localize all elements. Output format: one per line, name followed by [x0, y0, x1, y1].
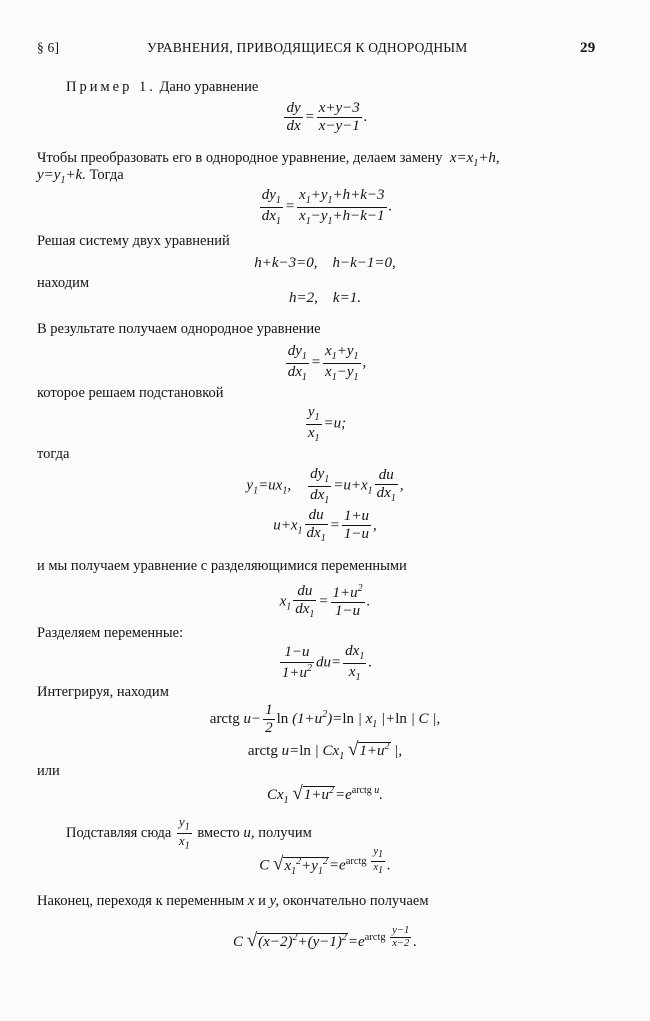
then-text: Тогда	[89, 167, 124, 183]
substituting-a: Подставляя сюда	[66, 824, 172, 841]
running-title: УРАВНЕНИЯ, ПРИВОДЯЩИЕСЯ К ОДНОРОДНЫМ	[147, 40, 468, 55]
equation-hk: h=2, k=1.	[289, 290, 361, 306]
finally-b: и	[258, 893, 266, 909]
substitution-lead: Чтобы преобразовать его в однородное уравнение, делаем замену	[37, 150, 443, 166]
equation-system: h+k−3=0, h−k−1=0,	[254, 255, 396, 271]
substitution-line-2	[37, 167, 124, 186]
equation-homogeneous: $\frac{dy_1}{dx_1}$ = $\frac{x_1+y_1}{x_1-y_1}$ ,	[287, 343, 367, 383]
equation-substituted: $\frac{dy_1}{dx_1}$ = $\frac{x_1+y_1+h+k-3}{x_1-y_1+h-k-1}$ .	[261, 187, 393, 227]
or-text: или	[37, 763, 60, 779]
substituting-c: получим	[258, 824, 312, 841]
example-intro: Дано уравнение	[159, 79, 259, 95]
integrating-text: Интегрируя, находим	[37, 684, 169, 700]
example-heading	[66, 79, 258, 96]
solving-system-text: Решая систему двух уравнений	[37, 233, 230, 249]
result-text: В результате получаем однородное уравнение	[37, 321, 321, 337]
separable-text: и мы получаем уравнение с разделяющимися переменными	[37, 558, 407, 574]
finally-line: Наконец, переходя к переменным x и y, окончательно получаем	[37, 893, 429, 909]
equation-separated: $\frac{1-u}{1+u^2}$ du= $\frac{dx_1}{x_1}$ .	[281, 643, 373, 683]
solve-by-subst-text: которое решаем подстановкой	[37, 385, 224, 401]
equation-u-substitution: $\frac{y_1}{x_1}$ =u;	[307, 404, 347, 444]
equation-y1-ux1: $y_1=ux_1$, $\frac{dy_1}{dx_1}$ $=u+x_1$ $\frac{du}{dx_1}$ ,	[246, 466, 404, 506]
equation-final-solution: C $√(x-2)^2+(y-1)^2=e^{arctg \frac{y-1}{x-2}}$ .	[232, 925, 418, 951]
equation-separable: $x_1$ $\frac{du}{dx_1}$ = $\frac{1+u^2}{1-u}$ .	[279, 583, 371, 621]
substitution-x: $x=x_1+h$,	[446, 150, 500, 169]
equation-arctg: arctg u=ln | $Cx_1$ $√1+u^2$ |,	[247, 739, 403, 762]
page-number: 29	[580, 40, 596, 56]
then2-text: тогда	[37, 446, 70, 462]
substituting-line: Подставляя сюда $\frac{y_1}{x_1}$ вместо u, получим	[66, 814, 312, 852]
finally-a: Наконец, переходя к переменным	[37, 893, 245, 909]
substitution-y: $y=y_1+k$.	[37, 167, 86, 186]
equation-integral: arctg u− $\frac{1}{2}$ $\ln (1+u^2)=\ln$ | $x_1$ |+ln | C |,	[209, 702, 441, 737]
equation-general-solution: C $√x_1^2+y_1^2=e^{arctg \frac{y_1}{x_1}}$ .	[259, 846, 391, 877]
finally-c: окончательно получаем	[282, 893, 429, 909]
we-find-text: находим	[37, 275, 90, 291]
equation-u-relation: $u+x_1$ $\frac{du}{dx_1}$ = $\frac{1+u}{1-u}$ ,	[273, 507, 377, 545]
substituting-b: вместо	[197, 824, 240, 841]
section-marker: § 6]	[37, 40, 60, 55]
separate-text: Разделяем переменные:	[37, 625, 184, 641]
equation-exponential: $Cx_1$ $√1+u^2=e^{arctg u}$.	[266, 783, 383, 806]
example-label: Пример 1.	[66, 79, 156, 95]
equation-original: $\frac{dy}{dx}$ = $\frac{x+y-3}{x-y-1}$ .	[286, 100, 368, 135]
